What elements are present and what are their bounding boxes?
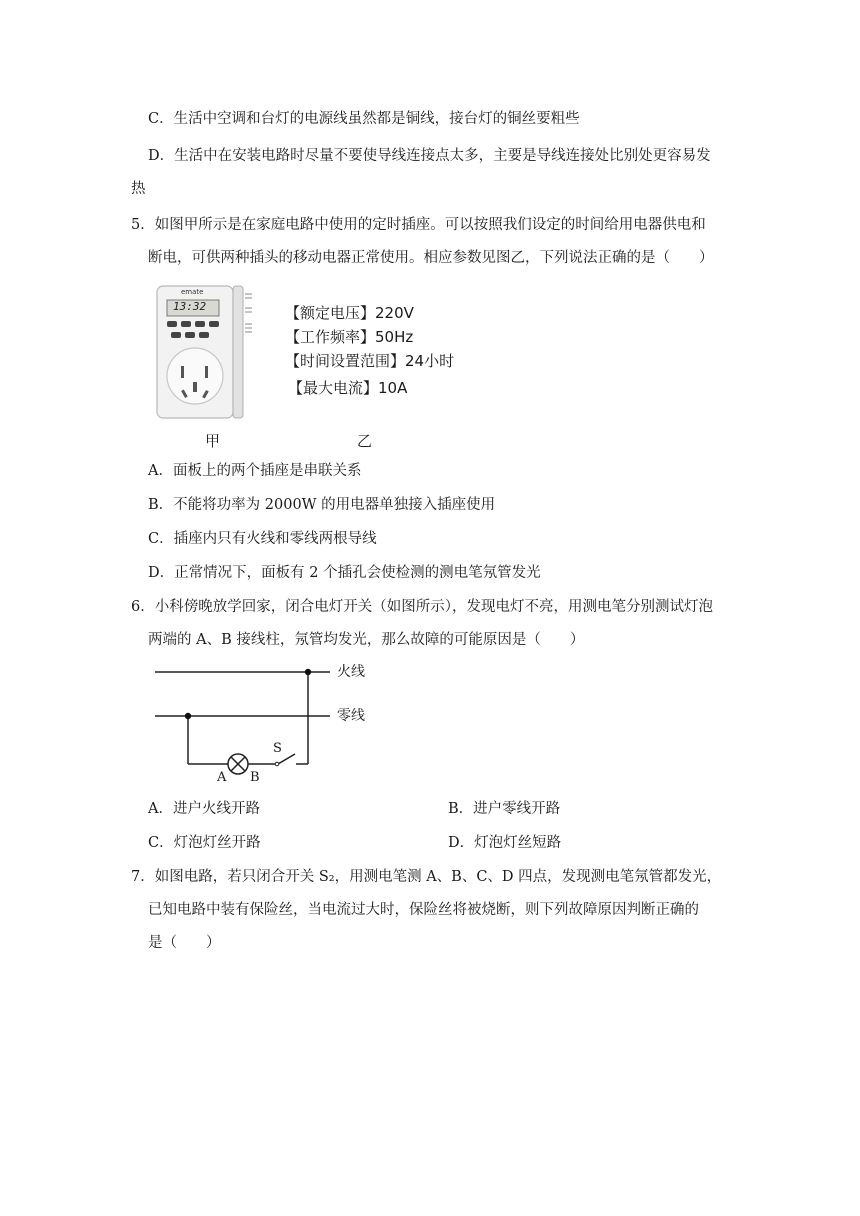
point-a-label: A — [217, 770, 227, 785]
device-brand: emate — [181, 288, 204, 296]
q5-option-c: C．插座内只有火线和零线两根导线 — [148, 531, 377, 547]
spec-max-current: 【最大电流】10A — [288, 379, 408, 397]
q5-option-b: B．不能将功率为 2000W 的用电器单独接入插座使用 — [148, 497, 496, 513]
q7-stem-continued: 已知电路中装有保险丝，当电流过大时，保险丝将被烧断，则下列故障原因判断正确的 — [148, 902, 699, 918]
q6-option-b: B．进户零线开路 — [448, 801, 561, 817]
spec-frequency: 【工作频率】50Hz — [285, 328, 414, 346]
q7-stem: 7．如图电路，若只闭合开关 S₂，用测电笔测 A、B、C、D 四点，发现测电笔氖管都发光， — [131, 869, 722, 885]
neutral-wire-label: 零线 — [337, 708, 365, 724]
spec-time-range: 【时间设置范围】24小时 — [285, 352, 455, 370]
q6-option-c: C．灯泡灯丝开路 — [148, 835, 261, 851]
q4-option-d-continued: 热 — [131, 181, 146, 197]
device-time-display: 13:32 — [173, 300, 207, 313]
q6-stem: 6．小科傍晚放学回家，闭合电灯开关（如图所示），发现电灯不亮，用测电笔分别测试灯泡 — [131, 599, 713, 615]
q7-stem-end: 是（ ） — [148, 935, 221, 951]
switch-label: S — [273, 741, 282, 756]
spec-rated-voltage: 【额定电压】220V — [285, 304, 414, 322]
q5-option-d: D．正常情况下，面板有 2 个插孔会使检测的测电笔氖管发光 — [148, 565, 541, 581]
figure-label-yi: 乙 — [357, 432, 373, 450]
figure-label-jia: 甲 — [205, 432, 221, 450]
q6-option-a: A．进户火线开路 — [148, 801, 260, 817]
q5-stem: 5．如图甲所示是在家庭电路中使用的定时插座。可以按照我们设定的时间给用电器供电和 — [131, 217, 706, 233]
live-wire-label: 火线 — [337, 664, 365, 680]
q4-option-d: D．生活中在安装电路时尽量不要使导线连接点太多，主要是导线连接处比别处更容易发 — [148, 148, 711, 164]
q6-option-d: D．灯泡灯丝短路 — [448, 835, 562, 851]
q4-option-c: C．生活中空调和台灯的电源线虽然都是铜线，接台灯的铜丝要粗些 — [148, 111, 580, 127]
q5-option-a: A．面板上的两个插座是串联关系 — [148, 463, 362, 479]
point-b-label: B — [250, 770, 260, 785]
q6-stem-continued: 两端的 A、B 接线柱，氖管均发光，那么故障的可能原因是（ ） — [148, 632, 585, 648]
timer-socket-figure — [155, 284, 255, 422]
q5-stem-continued: 断电，可供两种插头的移动电器正常使用。相应参数见图乙，下列说法正确的是（ ） — [148, 250, 714, 266]
